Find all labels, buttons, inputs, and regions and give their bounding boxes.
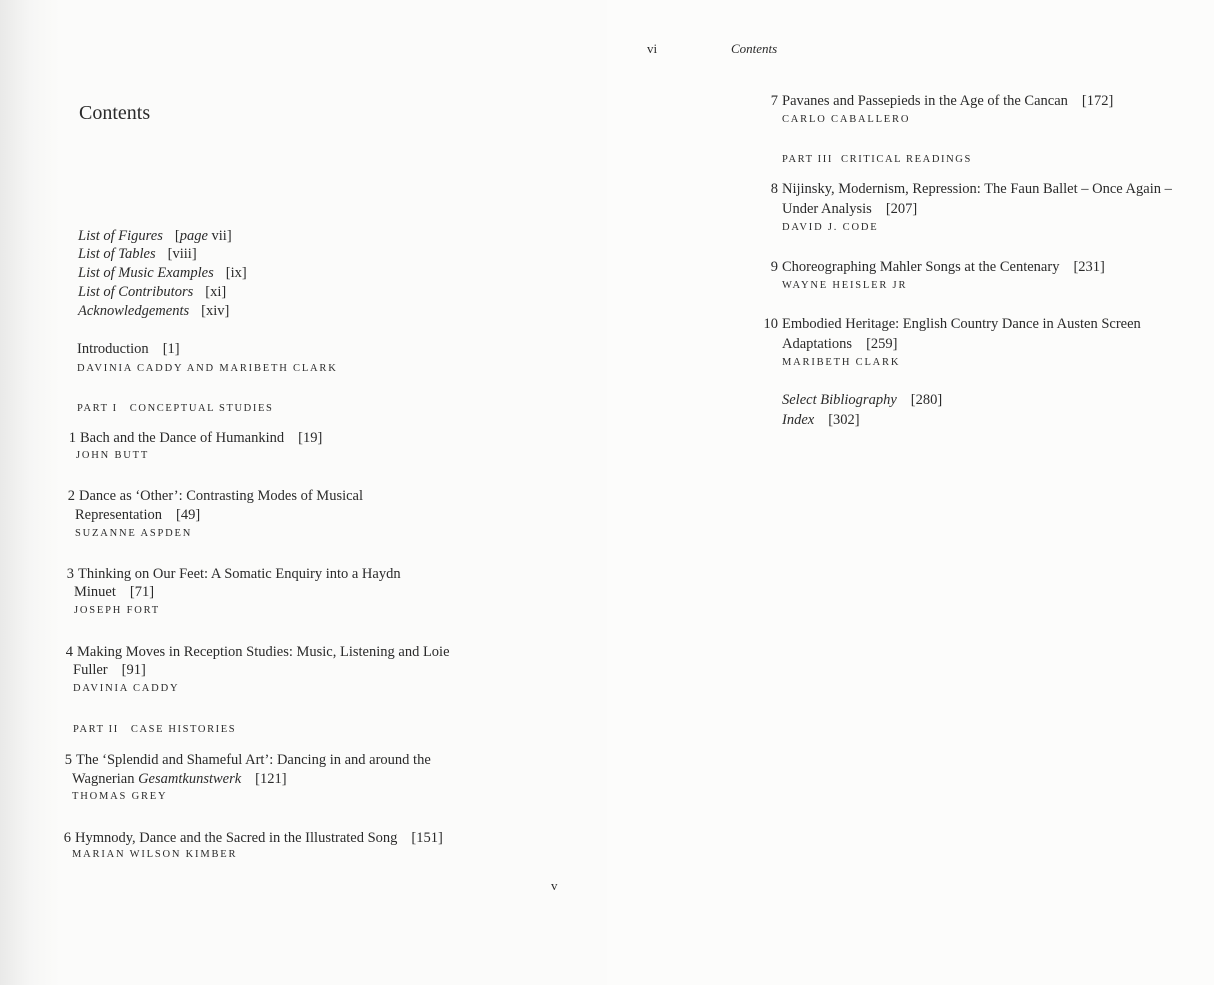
toc-entry-chapter [760,258,1105,277]
entry-title: Introduction [77,341,149,357]
chapter-page: [71] [129,584,155,600]
chapter-author: SUZANNE ASPDEN [75,528,193,539]
chapter-number: 8 [770,181,778,197]
page-number: viii [172,246,192,262]
page-prefix: page [179,228,208,244]
chapter-page: [172] [1081,93,1114,109]
front-matter-label: Acknowledgements [78,303,190,319]
chapter-title: Hymnody, Dance and the Sacred in the Illustrated Song [75,830,398,846]
toc-entry-bibliography [782,391,942,410]
front-matter-page: [page vii] [174,228,232,244]
chapter-page: [19] [298,430,323,446]
chapter-author: WAYNE HEISLER JR [782,280,908,291]
chapter-title: Embodied Heritage: English Country Dance in Austen Screen [782,316,1141,332]
part-label: PART III [782,154,833,165]
toc-entry-chapter [760,180,1172,199]
toc-entry-chapter [760,315,1141,334]
part-title: CASE HISTORIES [130,724,237,735]
running-head-title: Contents [731,41,778,56]
chapter-author: MARIAN WILSON KIMBER [72,849,238,860]
chapter-page: [151] [411,830,443,846]
front-matter-label: List of Contributors [78,284,194,300]
part-heading [77,403,273,414]
toc-entry-chapter-cont [75,506,200,525]
chapter-title: Dance as ‘Other’: Contrasting Modes of Musical [79,488,364,504]
chapter-page: [121] [255,771,287,787]
toc-entry-chapter-cont [73,661,146,680]
chapter-number: 7 [770,93,778,109]
chapter-author: THOMAS GREY [72,791,168,802]
toc-entry-chapter [58,429,322,448]
chapter-page: [49] [175,507,201,523]
toc-entry-chapter [760,92,1113,111]
right-page [607,0,1214,985]
chapter-author: MARIBETH CLARK [782,357,901,368]
page-number: ix [230,265,242,281]
page-number: vii [211,228,227,244]
toc-entry-chapter [54,751,431,770]
toc-entry-chapter-cont [782,335,898,354]
chapter-title-cont: Representation [75,507,162,523]
part-label: PART I [77,403,118,414]
part-heading [73,724,236,735]
page-number-folio: v [551,878,558,893]
part-label: PART II [73,724,119,735]
toc-entry-introduction [77,340,180,359]
part-title: CONCEPTUAL STUDIES [129,403,274,414]
front-matter-page: [xi] [205,284,227,300]
toc-entry-chapter [56,565,401,584]
toc-entry-chapter-cont [74,583,154,602]
chapter-page: [91] [121,662,146,678]
page-title: Contents [79,102,151,124]
front-matter-label: List of Music Examples [78,265,214,281]
front-matter-list-of-tables [78,246,197,263]
toc-entry-chapter [53,829,443,848]
toc-entry-chapter [55,643,450,662]
chapter-number: 6 [63,830,71,846]
chapter-title-cont: Minuet [74,584,116,600]
chapter-title: Pavanes and Passepieds in the Age of the Cancan [782,93,1068,109]
chapter-title-cont: Wagnerian [72,771,139,787]
page-number: xiv [205,303,225,319]
chapter-title: Thinking on Our Feet: A Somatic Enquiry into a Haydn [78,566,401,582]
chapter-number: 1 [68,430,76,446]
front-matter-label: List of Figures [78,228,163,244]
part-heading [782,154,972,165]
chapter-number: 4 [65,644,73,660]
chapter-author: JOSEPH FORT [74,605,160,616]
front-matter-list-of-figures [78,228,232,245]
chapter-title-italic: Gesamtkunstwerk [138,771,242,787]
chapter-title-cont: Adaptations [782,336,853,352]
chapter-author: CARLO CABALLERO [782,114,911,125]
chapter-author: DAVINIA CADDY [73,683,180,694]
chapter-title: Nijinsky, Modernism, Repression: The Faun Ballet – Once Again – [782,181,1172,197]
chapter-number: 9 [770,259,778,275]
running-head-page-number: vi [647,41,658,56]
part-title: CRITICAL READINGS [840,154,972,165]
front-matter-list-of-music-examples [78,265,247,282]
chapter-title: Making Moves in Reception Studies: Music, Listening and Loie [77,644,450,660]
chapter-title-cont: Fuller [73,662,108,678]
chapter-title: Choreographing Mahler Songs at the Centenary [782,259,1060,275]
chapter-number: 2 [67,488,75,504]
page-number: xi [210,284,222,300]
chapter-title: Bach and the Dance of Humankind [80,430,285,446]
chapter-author: DAVID J. CODE [782,222,879,233]
toc-entry-chapter-cont [72,770,287,789]
chapter-page: [259] [866,336,898,352]
entry-page: [302] [828,412,860,428]
front-matter-page: [xiv] [201,303,230,319]
chapter-number: 3 [66,566,74,582]
chapter-title-cont: Under Analysis [782,201,872,217]
chapter-number: 10 [763,316,778,332]
front-matter-list-of-contributors [78,284,226,301]
chapter-title: The ‘Splendid and Shameful Art’: Dancing in and around the [76,752,431,768]
chapter-page: [231] [1073,259,1105,275]
front-matter-label: List of Tables [78,246,156,262]
front-matter-page: [viii] [167,246,197,262]
front-matter-acknowledgements [78,303,229,320]
entry-page: [1] [162,341,180,357]
toc-entry-chapter [57,487,363,506]
entry-author: DAVINIA CADDY AND MARIBETH CLARK [77,363,338,374]
toc-entry-chapter-cont [782,200,917,219]
chapter-number: 5 [64,752,72,768]
chapter-author: JOHN BUTT [76,450,150,461]
front-matter-page: [ix] [225,265,247,281]
entry-title: Select Bibliography [782,392,897,408]
entry-title: Index [782,412,815,428]
toc-entry-index [782,411,860,430]
entry-page: [280] [910,392,943,408]
chapter-page: [207] [885,201,918,217]
